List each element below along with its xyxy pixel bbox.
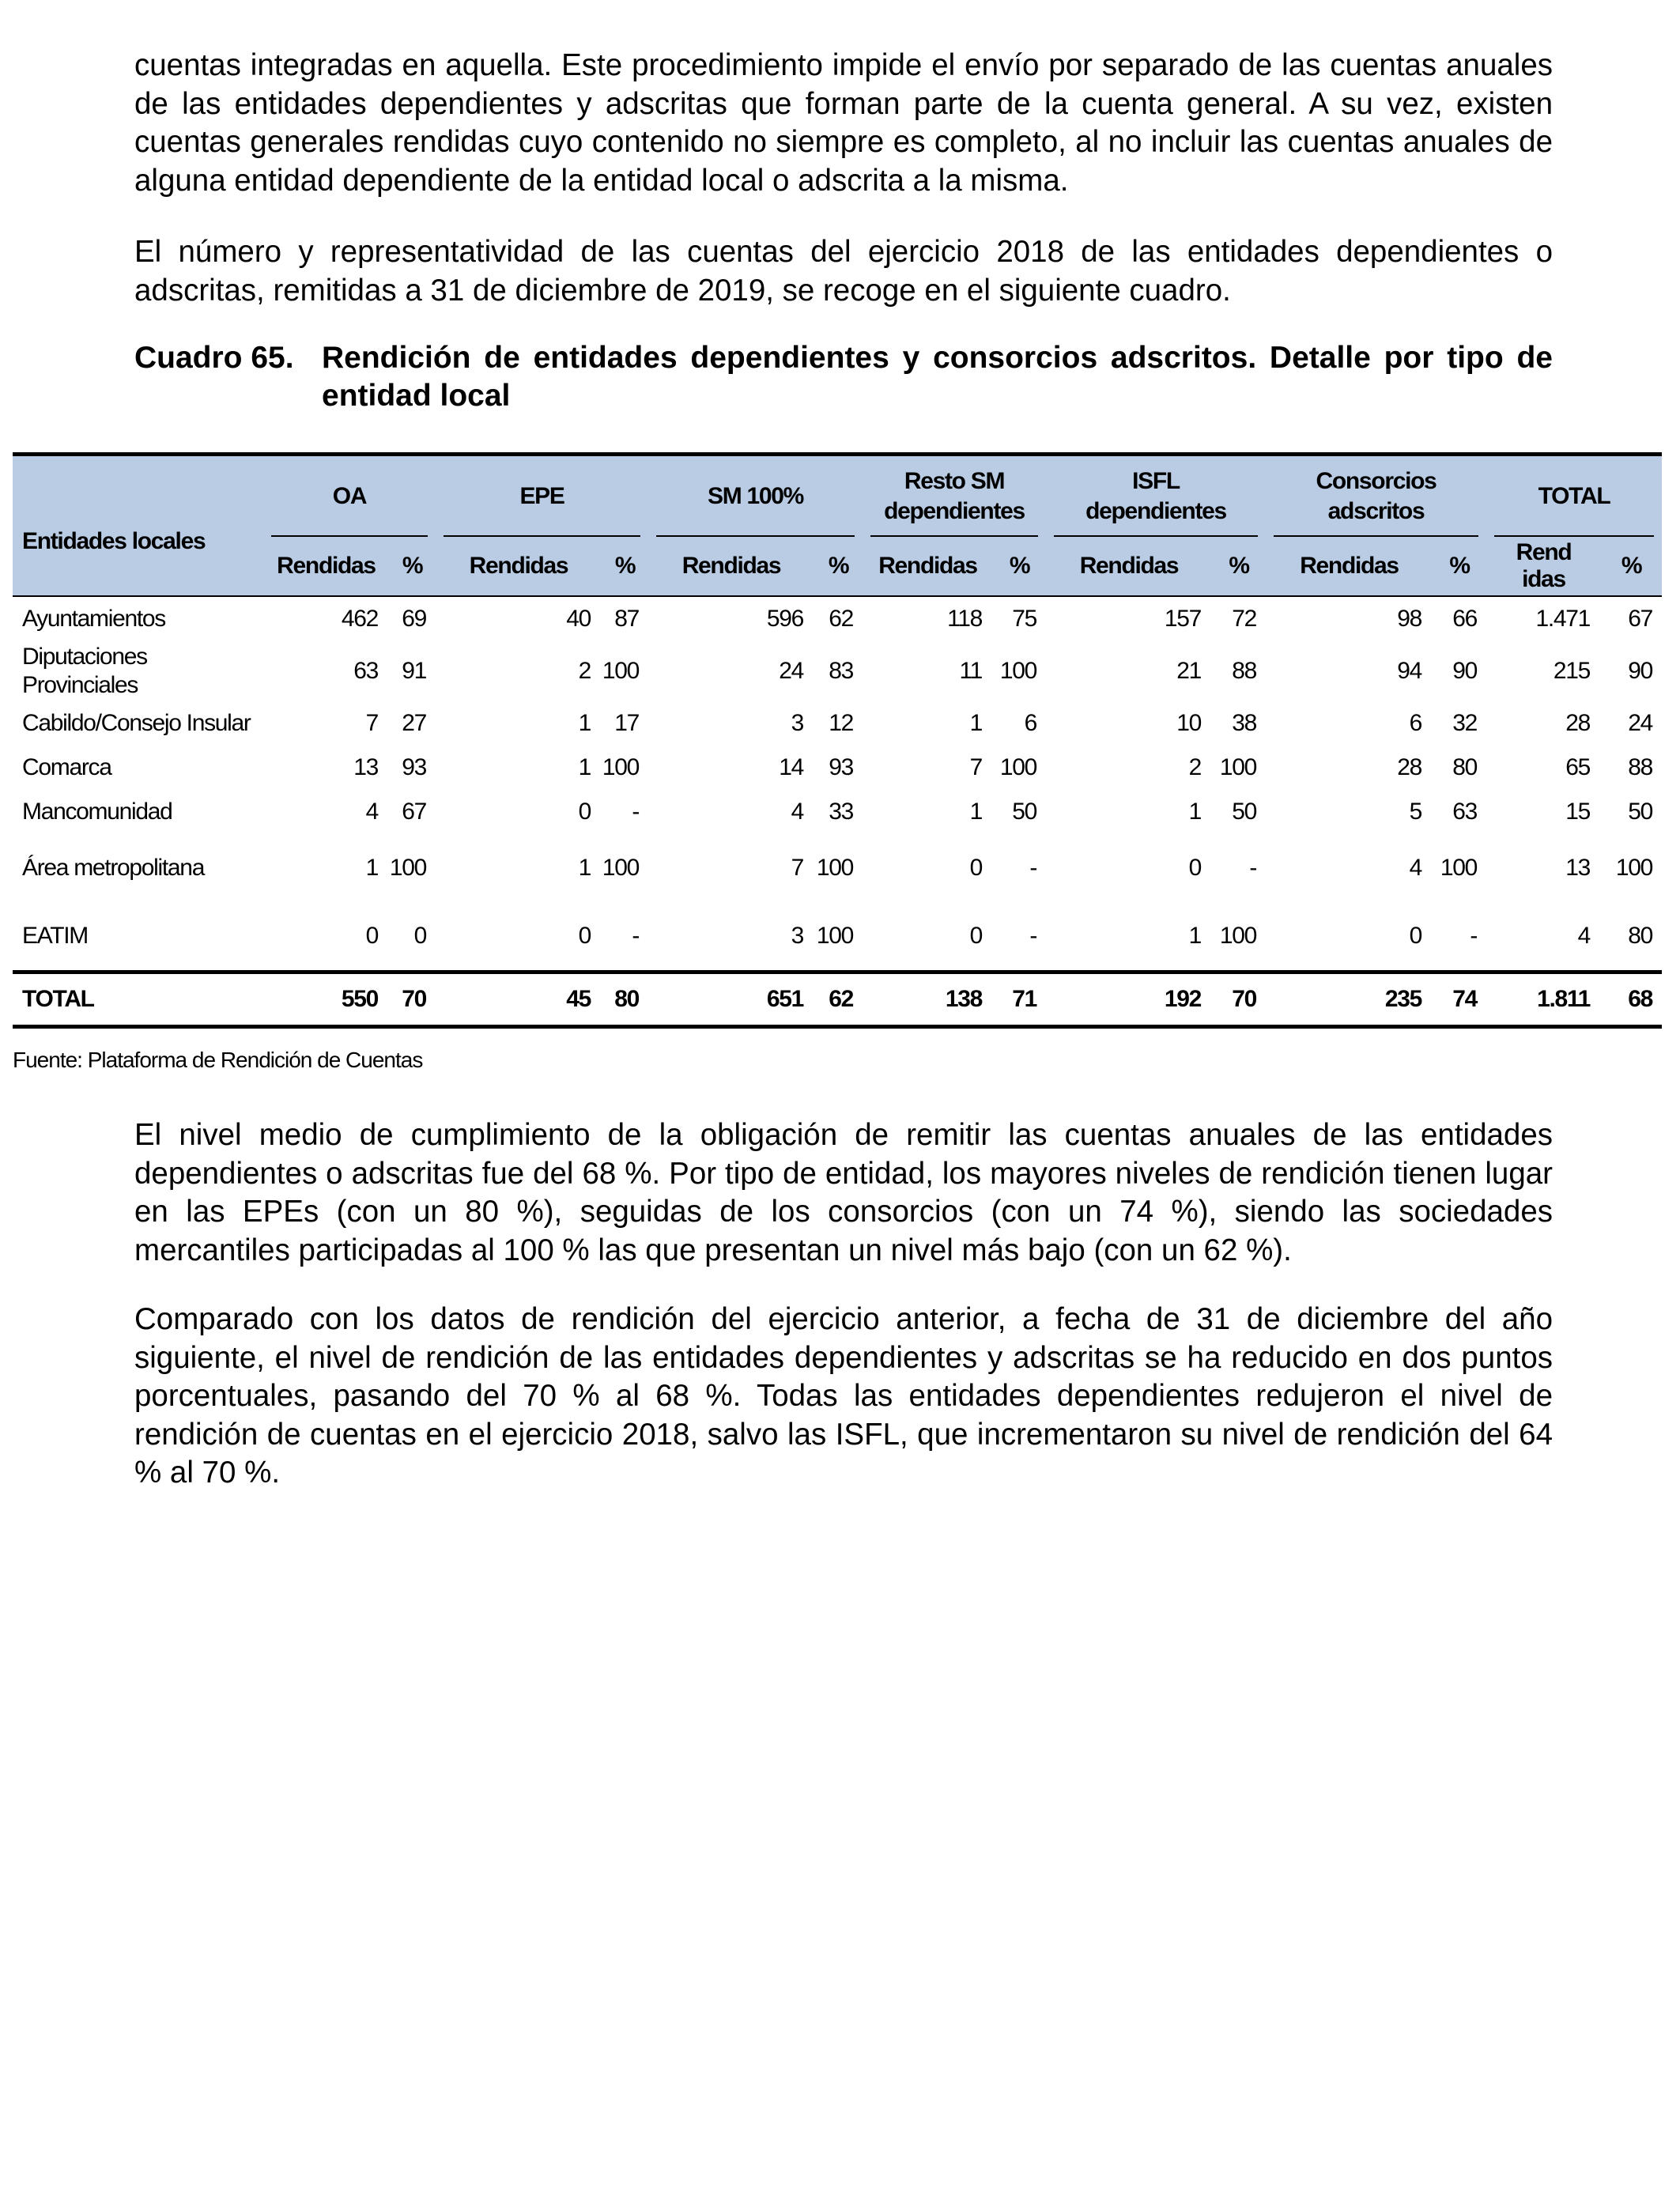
- cell-percentage: 71: [1012, 986, 1037, 1012]
- cell-percentage: 70: [402, 986, 426, 1012]
- table-row: [13, 790, 1662, 834]
- group-header-total: [1486, 455, 1662, 538]
- cell-percentage: 100: [1440, 855, 1478, 881]
- row-entity-name-line1: EATIM: [22, 923, 88, 949]
- cell-rendidas: 0: [365, 923, 378, 949]
- row-entity-name: [13, 701, 263, 746]
- subheader-pct: %: [1212, 537, 1266, 596]
- cell-percentage: -: [1249, 855, 1257, 881]
- cell-rendidas: 15: [1565, 799, 1591, 825]
- row-entity-name: [13, 790, 263, 834]
- table-row: [13, 902, 1662, 972]
- cell-rendidas: 4: [1409, 855, 1422, 881]
- cell-rendidas: 157: [1164, 606, 1202, 632]
- cell-rendidas: 1: [365, 855, 378, 881]
- row-entity-name-line1: Comarca: [22, 754, 111, 780]
- cell-rendidas: 138: [945, 986, 983, 1012]
- row-entity-name: [13, 596, 263, 641]
- cell-percentage: 100: [1219, 754, 1257, 780]
- cell-rendidas: 0: [969, 923, 983, 949]
- cell-percentage: 100: [602, 754, 640, 780]
- cell-percentage: 75: [1012, 606, 1037, 632]
- group-header-isfl: [1046, 455, 1266, 538]
- cell-percentage: 63: [1452, 799, 1478, 825]
- cell-percentage: 100: [999, 754, 1037, 780]
- cell-rendidas: 4: [791, 799, 804, 825]
- cell-rendidas: 3: [791, 710, 804, 736]
- cell-rendidas: 0: [578, 923, 591, 949]
- group-label: OA: [332, 483, 367, 509]
- cell-percentage: 17: [614, 710, 640, 736]
- group-label-line2: dependientes: [884, 498, 1025, 524]
- cell-percentage: 12: [829, 710, 854, 736]
- subheader-pct: %: [1601, 537, 1662, 596]
- cell-rendidas: 0: [1188, 855, 1202, 881]
- cell-rendidas: 1: [578, 855, 591, 881]
- group-label-line2: dependientes: [1085, 498, 1226, 524]
- subheader-rendidas: Rendidas: [1266, 537, 1433, 596]
- row-entity-name: [13, 972, 263, 1027]
- cell-rendidas: 596: [766, 606, 804, 632]
- cell-percentage: 66: [1452, 606, 1478, 632]
- cell-rendidas: 651: [766, 986, 804, 1012]
- subheader-total-rendidas: [1486, 537, 1601, 596]
- cell-percentage: 70: [1232, 986, 1257, 1012]
- cell-rendidas: 5: [1409, 799, 1422, 825]
- cell-percentage: -: [1470, 923, 1478, 949]
- cell-percentage: 80: [1628, 923, 1653, 949]
- group-label: SM 100%: [708, 483, 803, 509]
- table-row: [13, 834, 1662, 902]
- cell-percentage: 0: [413, 923, 426, 949]
- group-label: ISFL: [1132, 468, 1180, 494]
- cell-rendidas: 1: [1188, 923, 1202, 949]
- cell-percentage: 32: [1452, 710, 1478, 736]
- caption-title: Rendición de entidades dependientes y consorcios adscritos. Detalle por tipo de entidad local: [322, 341, 1553, 413]
- cell-percentage: 83: [829, 658, 854, 684]
- cell-rendidas: 7: [365, 710, 378, 736]
- cell-rendidas: 0: [1409, 923, 1422, 949]
- header-row-groups: [13, 455, 1662, 538]
- cell-rendidas: 45: [566, 986, 591, 1012]
- cell-rendidas: 14: [779, 754, 804, 780]
- cell-rendidas: 1: [578, 710, 591, 736]
- subheader-pct: %: [389, 537, 436, 596]
- group-header-consorcios: [1266, 455, 1486, 538]
- cell-rendidas: 24: [779, 658, 804, 684]
- cell-percentage: 50: [1232, 799, 1257, 825]
- subheader-pct: %: [814, 537, 863, 596]
- row-entity-name: [13, 834, 263, 902]
- row-entity-name-line1: Cabildo/Consejo Insular: [22, 710, 251, 736]
- cell-rendidas: 98: [1397, 606, 1422, 632]
- cell-percentage: 74: [1452, 986, 1478, 1012]
- cell-percentage: 90: [1452, 658, 1478, 684]
- subheader-rendidas: Rendidas: [263, 537, 389, 596]
- cell-percentage: 69: [402, 606, 426, 632]
- cell-percentage: 72: [1232, 606, 1257, 632]
- cell-percentage: -: [1029, 923, 1037, 949]
- cell-rendidas: 13: [353, 754, 378, 780]
- cell-percentage: 88: [1232, 658, 1257, 684]
- caption-number: Cuadro 65.: [134, 341, 294, 375]
- cell-percentage: 62: [829, 606, 854, 632]
- cell-rendidas: 1: [1188, 799, 1202, 825]
- cell-percentage: 67: [402, 799, 426, 825]
- paragraph-intro: cuentas integradas en aquella. Este procedimiento impide el envío por separado de las cuentas anuales de las entidades dependientes y adscritas que forman parte de la cuenta general. A su vez, existen cuentas generales rendidas cuyo contenido no siempre es completo, al no incluir las cuentas anuales de alguna entidad dependiente de la entidad local o adscrita a la misma.: [134, 48, 1553, 198]
- group-label: TOTAL: [1538, 483, 1610, 509]
- group-label: Consorcios: [1316, 468, 1436, 494]
- cell-rendidas: 4: [365, 799, 378, 825]
- rendition-table-wrapper: [13, 452, 1662, 1029]
- row-entity-name-line1: Diputaciones: [22, 644, 147, 670]
- subheader-pct: %: [602, 537, 648, 596]
- cell-rendidas: 1: [969, 710, 983, 736]
- cell-rendidas: 4: [1577, 923, 1591, 949]
- cell-percentage: 88: [1628, 754, 1653, 780]
- table-row: [13, 701, 1662, 746]
- cell-percentage: 50: [1628, 799, 1653, 825]
- table-row: [13, 746, 1662, 790]
- row-entity-name-line1: TOTAL: [22, 986, 94, 1012]
- cell-rendidas: 21: [1176, 658, 1202, 684]
- cell-percentage: 67: [1628, 606, 1653, 632]
- row-entity-name-line2: Provinciales: [22, 672, 138, 698]
- cell-percentage: 38: [1232, 710, 1257, 736]
- cell-rendidas: 0: [969, 855, 983, 881]
- row-entity-name: [13, 641, 263, 701]
- cell-percentage: 100: [999, 658, 1037, 684]
- cell-rendidas: 235: [1384, 986, 1422, 1012]
- subheader-total-rendidas-line2: idas: [1522, 566, 1565, 592]
- group-header-epe: [436, 455, 648, 538]
- table-source: Fuente: Plataforma de Rendición de Cuentas: [13, 1048, 423, 1072]
- group-header-sm100: [648, 455, 863, 538]
- cell-percentage: -: [632, 799, 640, 825]
- table-total-row: [13, 972, 1662, 1027]
- cell-rendidas: 1.471: [1535, 606, 1591, 632]
- cell-rendidas: 1: [969, 799, 983, 825]
- table-caption: [134, 339, 1553, 415]
- cell-rendidas: 1: [578, 754, 591, 780]
- cell-percentage: 93: [829, 754, 854, 780]
- cell-percentage: 91: [402, 658, 426, 684]
- row-entity-name-line1: Mancomunidad: [22, 799, 172, 825]
- cell-percentage: 100: [389, 855, 426, 881]
- cell-rendidas: 7: [791, 855, 804, 881]
- cell-rendidas: 11: [959, 658, 983, 684]
- cell-percentage: -: [1029, 855, 1037, 881]
- subheader-rendidas: Rendidas: [648, 537, 814, 596]
- cell-percentage: 80: [614, 986, 640, 1012]
- cell-rendidas: 28: [1565, 710, 1591, 736]
- table-row: [13, 596, 1662, 641]
- subheader-rendidas: Rendidas: [1046, 537, 1212, 596]
- cell-percentage: 100: [816, 923, 854, 949]
- subheader-pct: %: [1433, 537, 1486, 596]
- cell-percentage: 100: [1219, 923, 1257, 949]
- cell-rendidas: 462: [341, 606, 378, 632]
- cell-rendidas: 65: [1565, 754, 1591, 780]
- cell-percentage: 62: [829, 986, 854, 1012]
- row-entity-name: [13, 902, 263, 972]
- table-row: [13, 641, 1662, 701]
- group-label-line2: adscritos: [1327, 498, 1425, 524]
- rendition-table: [13, 452, 1662, 1029]
- table-body: [13, 596, 1662, 1027]
- group-label: Resto SM: [904, 468, 1005, 494]
- paragraph-table-intro: El número y representatividad de las cuentas del ejercicio 2018 de las entidades dependientes o adscritas, remitidas a 31 de diciembre de 2019, se recoge en el siguiente cuadro.: [134, 235, 1553, 308]
- cell-rendidas: 13: [1565, 855, 1591, 881]
- cell-rendidas: 63: [353, 658, 378, 684]
- cell-percentage: 6: [1024, 710, 1037, 736]
- subheader-total-rendidas-line1: Rend: [1516, 539, 1572, 565]
- cell-rendidas: 10: [1176, 710, 1202, 736]
- group-header-oa: [263, 455, 436, 538]
- paragraph-comparison: Comparado con los datos de rendición del ejercicio anterior, a fecha de 31 de diciembre del año siguiente, el nivel de rendición de las entidades dependientes y adscritas se ha reducido en dos puntos porcentuales, pasando del 70 % al 68 %. Todas las entidades dependientes redujeron el nivel de rendición de cuentas en el ejercicio 2018, salvo las ISFL, que incrementaron su nivel de rendición del 64 % al 70 %.: [134, 1302, 1553, 1490]
- cell-percentage: 68: [1628, 986, 1653, 1012]
- cell-percentage: 50: [1012, 799, 1037, 825]
- cell-percentage: 33: [829, 799, 854, 825]
- row-entity-name-line1: Área metropolitana: [22, 855, 205, 881]
- cell-rendidas: 118: [947, 606, 983, 632]
- row-entity-name: [13, 746, 263, 790]
- cell-percentage: 100: [602, 658, 640, 684]
- cell-rendidas: 215: [1553, 658, 1591, 684]
- cell-rendidas: 1.811: [1537, 986, 1591, 1012]
- cell-percentage: 87: [614, 606, 640, 632]
- row-entity-name-line1: Ayuntamientos: [22, 606, 166, 632]
- cell-percentage: 100: [1615, 855, 1653, 881]
- cell-rendidas: 40: [566, 606, 591, 632]
- cell-rendidas: 0: [578, 799, 591, 825]
- cell-percentage: -: [632, 923, 640, 949]
- cell-rendidas: 28: [1397, 754, 1422, 780]
- paragraph-compliance: El nivel medio de cumplimiento de la obligación de remitir las cuentas anuales de las entidades dependientes o adscritas fue del 68 %. Por tipo de entidad, los mayores niveles de rendición tienen lugar en las EPEs (con un 80 %), seguidas de los consorcios (con un 74 %), siendo las sociedades mercantiles participadas al 100 % las que presentan un nivel más bajo (con un 62 %).: [134, 1118, 1553, 1267]
- cell-rendidas: 3: [791, 923, 804, 949]
- subheader-rendidas: Rendidas: [436, 537, 602, 596]
- group-label: EPE: [519, 483, 564, 509]
- cell-percentage: 80: [1452, 754, 1478, 780]
- cell-percentage: 100: [816, 855, 854, 881]
- entity-column-header: Entidades locales: [13, 455, 263, 597]
- cell-rendidas: 550: [341, 986, 378, 1012]
- cell-percentage: 100: [602, 855, 640, 881]
- cell-percentage: 27: [402, 710, 426, 736]
- cell-rendidas: 6: [1409, 710, 1422, 736]
- cell-rendidas: 7: [969, 754, 983, 780]
- cell-rendidas: 2: [1188, 754, 1202, 780]
- group-header-resto-sm: [863, 455, 1046, 538]
- subheader-pct: %: [993, 537, 1046, 596]
- cell-percentage: 90: [1628, 658, 1653, 684]
- cell-rendidas: 192: [1164, 986, 1202, 1012]
- subheader-rendidas: Rendidas: [863, 537, 993, 596]
- cell-rendidas: 2: [578, 658, 591, 684]
- cell-percentage: 93: [402, 754, 426, 780]
- cell-rendidas: 94: [1397, 658, 1422, 684]
- cell-percentage: 24: [1628, 710, 1653, 736]
